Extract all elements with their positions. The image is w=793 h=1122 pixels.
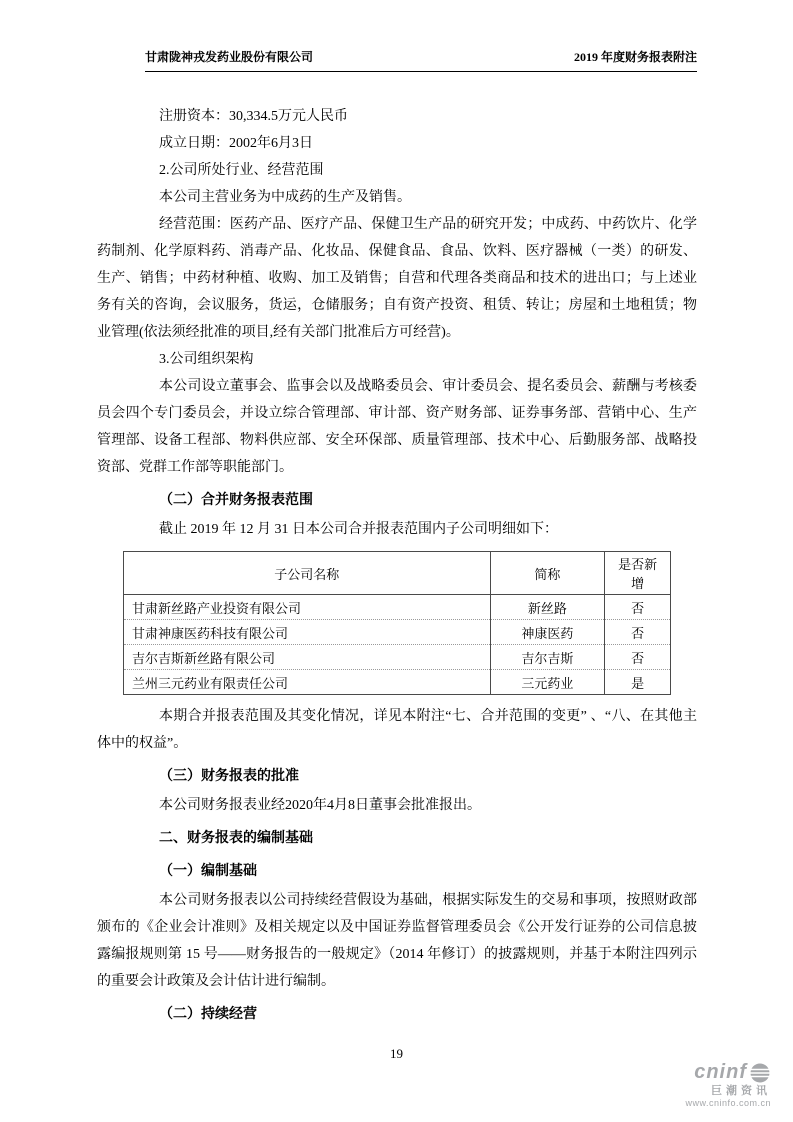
- table-cell: 甘肃新丝路产业投资有限公司: [124, 595, 491, 620]
- table-cell: 兰州三元药业有限责任公司: [124, 670, 491, 695]
- section-heading: （二）持续经营: [159, 1007, 257, 1022]
- paragraph: 注册资本：30,334.5万元人民币: [159, 109, 348, 124]
- content-before-table: [97, 103, 697, 543]
- paragraph: 成立日期：2002年6月3日: [159, 136, 313, 151]
- cninfo-logo-url: www.cninfo.com.cn: [685, 1097, 771, 1108]
- table-cell: 否: [605, 620, 671, 645]
- table-cell: 新丝路: [490, 595, 605, 620]
- section-heading: （一）编制基础: [159, 864, 257, 879]
- table-cell: 否: [605, 645, 671, 670]
- paragraph: 3.公司组织架构: [159, 352, 254, 367]
- subsidiaries-table: [123, 551, 671, 695]
- table-row: [124, 620, 671, 645]
- cninfo-globe-icon: [749, 1062, 771, 1084]
- table-cell: 是: [605, 670, 671, 695]
- document-content: [97, 103, 697, 1030]
- table-cell: 吉尔吉斯: [490, 645, 605, 670]
- table-header-cell: 是否新增: [605, 552, 671, 595]
- paragraph: 本公司财务报表以公司持续经营假设为基础，根据实际发生的交易和事项，按照财政部颁布的《企业会计准则》及相关规定以及中国证券监督管理委员会《公开发行证券的公司信息披露编报规则第 15 号——财务报告的一般规定》（2014 年修订）的披露规则，并基于本附注四列示的重要会计政策及会计估计进行编制。: [97, 893, 697, 989]
- content-after-table: [97, 703, 697, 1028]
- subsidiaries-table-body: [124, 595, 671, 695]
- paragraph: 本期合并报表范围及其变化情况，详见本附注“七、合并范围的变更” 、“八、在其他主体中的权益”。: [97, 709, 697, 751]
- header-company-name: 甘肃陇神戎发药业股份有限公司: [145, 50, 314, 64]
- paragraph: 本公司主营业务为中成药的生产及销售。: [159, 190, 411, 205]
- header-report-title: 2019 年度财务报表附注: [573, 50, 697, 64]
- table-header-cell: 简称: [490, 552, 605, 595]
- table-row: [124, 595, 671, 620]
- table-cell: 神康医药: [490, 620, 605, 645]
- table-cell: 吉尔吉斯新丝路有限公司: [124, 645, 491, 670]
- table-header-row: [124, 552, 671, 595]
- page-header: [145, 48, 697, 72]
- paragraph: 截止 2019 年 12 月 31 日本公司合并报表范围内子公司明细如下：: [159, 522, 558, 537]
- paragraph: 本公司财务报表业经2020年4月8日董事会批准报出。: [159, 798, 481, 813]
- cninfo-logo: [685, 1061, 771, 1108]
- page-number: 19: [390, 1046, 403, 1061]
- paragraph: 2.公司所处行业、经营范围: [159, 163, 324, 178]
- cninfo-logo-row: [685, 1061, 771, 1084]
- table-header-cell: 子公司名称: [124, 552, 491, 595]
- table-cell: 甘肃神康医药科技有限公司: [124, 620, 491, 645]
- table-row: [124, 670, 671, 695]
- cninfo-logo-text: cninf: [694, 1061, 747, 1084]
- table-row: [124, 645, 671, 670]
- cninfo-logo-chinese: 巨潮资讯: [711, 1085, 771, 1098]
- section-heading: （二）合并财务报表范围: [159, 493, 313, 508]
- table-cell: 否: [605, 595, 671, 620]
- paragraph: 经营范围：医药产品、医疗产品、保健卫生产品的研究开发；中成药、中药饮片、化学药制剂、化学原料药、消毒产品、化妆品、保健食品、食品、饮料、医疗器械（一类）的研发、生产、销售；中药材种植、收购、加工及销售；自营和代理各类商品和技术的进出口；与上述业务有关的咨询，会议服务，货运，仓储服务；自有资产投资、租赁、转让；房屋和土地租赁；物业管理(依法须经批准的项目,经有关部门批准后方可经营)。: [97, 217, 697, 340]
- section-heading: （三）财务报表的批准: [159, 769, 299, 784]
- table-cell: 三元药业: [490, 670, 605, 695]
- section-heading: 二、财务报表的编制基础: [159, 831, 313, 846]
- paragraph: 本公司设立董事会、监事会以及战略委员会、审计委员会、提名委员会、薪酬与考核委员会四个专门委员会，并设立综合管理部、审计部、资产财务部、证券事务部、营销中心、生产管理部、设备工程部、物料供应部、安全环保部、质量管理部、技术中心、后勤服务部、战略投资部、党群工作部等职能部门。: [97, 379, 697, 475]
- subsidiaries-table-head: [124, 552, 671, 595]
